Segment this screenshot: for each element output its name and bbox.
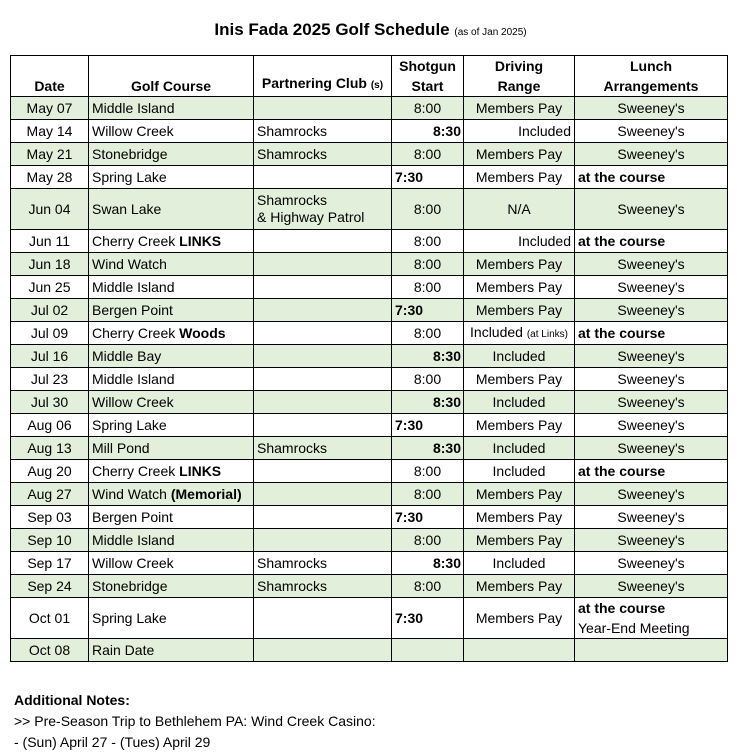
- course-cell: Middle Island: [89, 529, 254, 552]
- title-main: Inis Fada 2025 Golf Schedule: [214, 20, 450, 39]
- range-cell: Members Pay: [464, 506, 575, 529]
- course-cell: Spring Lake: [89, 166, 254, 189]
- date-cell: Jul 09: [11, 322, 89, 345]
- range-cell: Members Pay: [464, 166, 575, 189]
- date-cell: Sep 03: [11, 506, 89, 529]
- lunch-cell: Sweeney's: [575, 143, 728, 166]
- table-row: [11, 575, 728, 598]
- course-cell: Cherry Creek LINKS: [89, 230, 254, 253]
- range-cell: Members Pay: [464, 97, 575, 120]
- lunch-cell: at the course: [575, 230, 728, 253]
- date-cell: Jul 16: [11, 345, 89, 368]
- course-cell: Willow Creek: [89, 391, 254, 414]
- date-cell: Sep 17: [11, 552, 89, 575]
- lunch-cell: Sweeney's: [575, 414, 728, 437]
- range-cell: Members Pay: [464, 276, 575, 299]
- club-cell: [254, 598, 392, 639]
- club-cell: Shamrocks & Highway Patrol: [254, 189, 392, 230]
- club-cell: [254, 345, 392, 368]
- date-cell: Aug 27: [11, 483, 89, 506]
- date-cell: Jul 30: [11, 391, 89, 414]
- start-cell: 8:00: [392, 368, 464, 391]
- lunch-cell: at the course: [575, 460, 728, 483]
- table-row: [11, 437, 728, 460]
- table-row: [11, 230, 728, 253]
- course-cell: Spring Lake: [89, 414, 254, 437]
- start-cell: 8:00: [392, 529, 464, 552]
- table-row: [11, 391, 728, 414]
- range-cell: Included: [464, 345, 575, 368]
- start-cell: 8:00: [392, 575, 464, 598]
- table-row: [11, 166, 728, 189]
- range-cell: Included: [464, 460, 575, 483]
- start-cell: 8:00: [392, 483, 464, 506]
- range-cell: Members Pay: [464, 529, 575, 552]
- date-cell: Jun 04: [11, 189, 89, 230]
- start-cell: 7:30: [392, 166, 464, 189]
- course-cell: Willow Creek: [89, 120, 254, 143]
- range-cell: Members Pay: [464, 598, 575, 639]
- start-cell: 8:00: [392, 189, 464, 230]
- table-row: [11, 506, 728, 529]
- start-cell: 8:00: [392, 253, 464, 276]
- table-row: [11, 598, 728, 639]
- lunch-cell: at the course: [575, 166, 728, 189]
- range-cell: Members Pay: [464, 368, 575, 391]
- table-row: [11, 276, 728, 299]
- page-title: [0, 20, 741, 40]
- table-row: [11, 483, 728, 506]
- club-cell: [254, 391, 392, 414]
- date-cell: Sep 24: [11, 575, 89, 598]
- start-cell: [392, 639, 464, 662]
- col-header-date: Date: [11, 56, 89, 97]
- date-cell: Aug 13: [11, 437, 89, 460]
- date-cell: Jun 25: [11, 276, 89, 299]
- start-cell: 8:00: [392, 276, 464, 299]
- club-cell: Shamrocks: [254, 120, 392, 143]
- course-cell: Willow Creek: [89, 552, 254, 575]
- course-cell: Middle Bay: [89, 345, 254, 368]
- date-cell: May 07: [11, 97, 89, 120]
- course-cell: Rain Date: [89, 639, 254, 662]
- lunch-cell: Sweeney's: [575, 575, 728, 598]
- range-cell: N/A: [464, 189, 575, 230]
- lunch-cell: Sweeney's: [575, 120, 728, 143]
- start-cell: 7:30: [392, 299, 464, 322]
- lunch-cell: Sweeney's: [575, 391, 728, 414]
- lunch-cell: Sweeney's: [575, 529, 728, 552]
- notes-line-1: >> Pre-Season Trip to Bethlehem PA: Wind Creek Casino:: [14, 713, 376, 729]
- date-cell: Jun 18: [11, 253, 89, 276]
- course-cell: Bergen Point: [89, 506, 254, 529]
- range-cell: Members Pay: [464, 575, 575, 598]
- col-header-start: Shotgun Start: [392, 56, 464, 97]
- schedule-table: [10, 55, 728, 662]
- course-cell: Swan Lake: [89, 189, 254, 230]
- lunch-cell: Sweeney's: [575, 437, 728, 460]
- course-cell: Stonebridge: [89, 143, 254, 166]
- course-cell: Middle Island: [89, 97, 254, 120]
- start-cell: 8:30: [392, 345, 464, 368]
- table-row: [11, 97, 728, 120]
- table-row: [11, 368, 728, 391]
- club-cell: [254, 483, 392, 506]
- range-cell: Members Pay: [464, 414, 575, 437]
- course-cell: Cherry Creek LINKS: [89, 460, 254, 483]
- date-cell: May 28: [11, 166, 89, 189]
- col-header-range: Driving Range: [464, 56, 575, 97]
- date-cell: Oct 08: [11, 639, 89, 662]
- date-cell: Aug 06: [11, 414, 89, 437]
- club-cell: Shamrocks: [254, 437, 392, 460]
- range-cell: [464, 639, 575, 662]
- range-cell: Included: [464, 437, 575, 460]
- table-row: [11, 460, 728, 483]
- start-cell: 8:00: [392, 230, 464, 253]
- start-cell: 8:30: [392, 391, 464, 414]
- club-cell: [254, 97, 392, 120]
- range-cell: Members Pay: [464, 299, 575, 322]
- date-cell: May 21: [11, 143, 89, 166]
- col-header-club: Partnering Club (s): [254, 56, 392, 97]
- date-cell: Sep 10: [11, 529, 89, 552]
- col-header-course: Golf Course: [89, 56, 254, 97]
- table-row: [11, 299, 728, 322]
- lunch-cell: Sweeney's: [575, 299, 728, 322]
- table-row: [11, 253, 728, 276]
- club-cell: [254, 506, 392, 529]
- course-cell: Stonebridge: [89, 575, 254, 598]
- club-cell: [254, 322, 392, 345]
- start-cell: 7:30: [392, 414, 464, 437]
- lunch-cell: Sweeney's: [575, 253, 728, 276]
- date-cell: Jul 23: [11, 368, 89, 391]
- lunch-cell: Sweeney's: [575, 345, 728, 368]
- lunch-cell: Sweeney's: [575, 483, 728, 506]
- start-cell: 8:00: [392, 460, 464, 483]
- date-cell: Aug 20: [11, 460, 89, 483]
- table-row: [11, 345, 728, 368]
- notes-heading: Additional Notes:: [14, 692, 130, 708]
- range-cell: Members Pay: [464, 483, 575, 506]
- range-cell: Included: [464, 230, 575, 253]
- date-cell: Oct 01: [11, 598, 89, 639]
- lunch-cell: Sweeney's: [575, 97, 728, 120]
- lunch-cell: at the course: [575, 322, 728, 345]
- range-cell: Members Pay: [464, 253, 575, 276]
- table-row: [11, 639, 728, 662]
- course-cell: Middle Island: [89, 276, 254, 299]
- range-cell: Included (at Links): [464, 322, 575, 345]
- range-cell: Included: [464, 120, 575, 143]
- date-cell: May 14: [11, 120, 89, 143]
- club-cell: [254, 639, 392, 662]
- start-cell: 8:00: [392, 322, 464, 345]
- col-header-lunch: Lunch Arrangements: [575, 56, 728, 97]
- title-note: (as of Jan 2025): [454, 27, 527, 38]
- table-row: [11, 322, 728, 345]
- club-cell: [254, 253, 392, 276]
- table-row: [11, 120, 728, 143]
- club-cell: [254, 460, 392, 483]
- club-cell: [254, 529, 392, 552]
- start-cell: 7:30: [392, 506, 464, 529]
- lunch-cell: [575, 639, 728, 662]
- club-cell: [254, 368, 392, 391]
- range-cell: Included: [464, 552, 575, 575]
- lunch-cell: Sweeney's: [575, 189, 728, 230]
- lunch-cell: Sweeney's: [575, 368, 728, 391]
- start-cell: 8:00: [392, 143, 464, 166]
- start-cell: 7:30: [392, 598, 464, 639]
- club-cell: Shamrocks: [254, 143, 392, 166]
- date-cell: Jul 02: [11, 299, 89, 322]
- date-cell: Jun 11: [11, 230, 89, 253]
- start-cell: 8:30: [392, 120, 464, 143]
- course-cell: Bergen Point: [89, 299, 254, 322]
- club-cell: Shamrocks: [254, 575, 392, 598]
- table-row: [11, 189, 728, 230]
- club-cell: [254, 230, 392, 253]
- club-cell: Shamrocks: [254, 552, 392, 575]
- club-cell: [254, 414, 392, 437]
- course-cell: Cherry Creek Woods: [89, 322, 254, 345]
- start-cell: 8:30: [392, 552, 464, 575]
- lunch-cell: at the course Year-End Meeting: [575, 598, 728, 639]
- notes-line-2: - (Sun) April 27 - (Tues) April 29: [14, 734, 211, 750]
- lunch-cell: Sweeney's: [575, 276, 728, 299]
- course-cell: Wind Watch: [89, 253, 254, 276]
- lunch-cell: Sweeney's: [575, 506, 728, 529]
- course-cell: Spring Lake: [89, 598, 254, 639]
- range-cell: Included: [464, 391, 575, 414]
- table-row: [11, 529, 728, 552]
- table-row: [11, 414, 728, 437]
- range-cell: Members Pay: [464, 143, 575, 166]
- start-cell: 8:30: [392, 437, 464, 460]
- course-cell: Mill Pond: [89, 437, 254, 460]
- additional-notes: [14, 690, 376, 753]
- table-row: [11, 143, 728, 166]
- club-cell: [254, 276, 392, 299]
- header-row: [11, 56, 728, 97]
- course-cell: Middle Island: [89, 368, 254, 391]
- club-cell: [254, 299, 392, 322]
- start-cell: 8:00: [392, 97, 464, 120]
- club-cell: [254, 166, 392, 189]
- course-cell: Wind Watch (Memorial): [89, 483, 254, 506]
- lunch-cell: Sweeney's: [575, 552, 728, 575]
- table-row: [11, 552, 728, 575]
